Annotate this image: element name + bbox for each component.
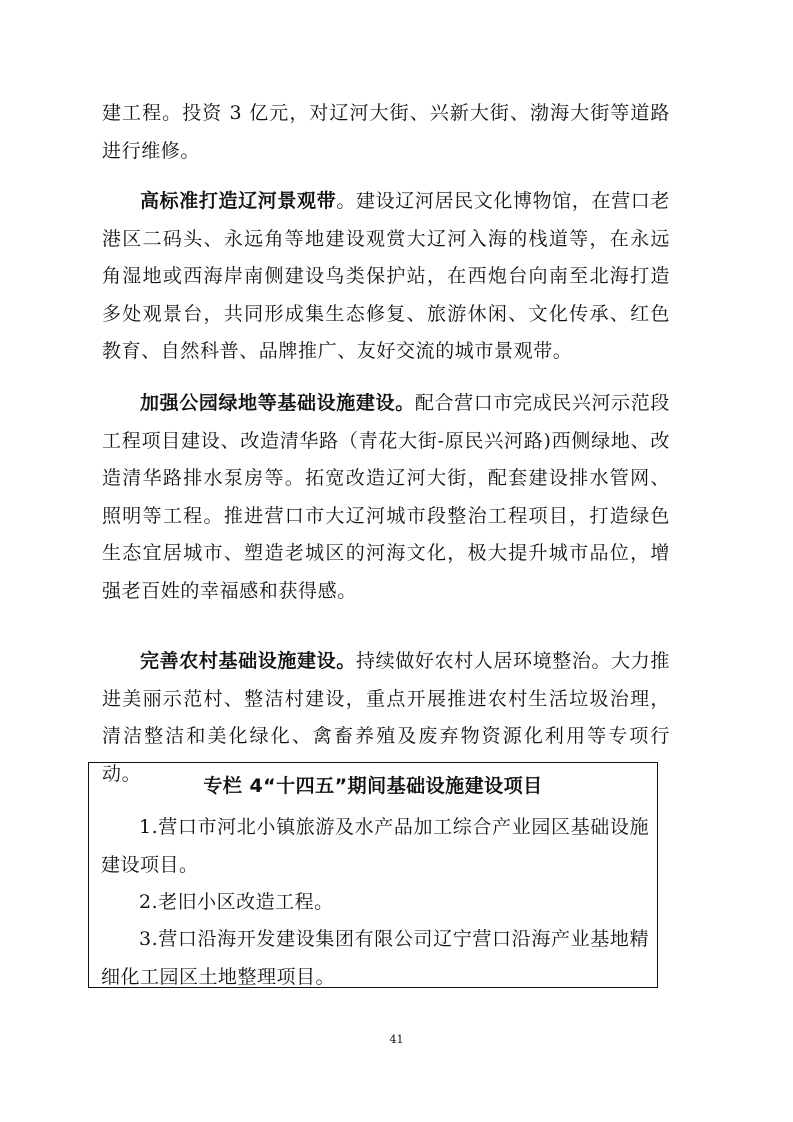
paragraph-text: 持续做好农村人居环境整治。大力推进美丽示范村、整洁村建设，重点开展推进农村生活垃圾治理，清洁整洁和美化绿化、禽畜养殖及废弃物资源化利用等专项行动。: [102, 650, 670, 785]
paragraph-park-greenland: [102, 385, 670, 610]
box-item: 1.营口市河北小镇旅游及水产品加工综合产业园区基础设施建设项目。: [101, 816, 649, 876]
paragraph-road-maintenance: [102, 95, 670, 170]
paragraph-lead: 完善农村基础设施建设。: [140, 650, 356, 672]
paragraph-text: 配合营口市完成民兴河示范段工程项目建设、改造清华路（青花大街-原民兴河路)西侧绿地、改造清华路排水泵房等。拓宽改造辽河大街，配套建设排水管网、照明等工程。推进营口市大辽河城市段整治工程项目，打造绿色生态宜居城市、塑造老城区的河海文化，极大提升城市品位，增强老百姓的幸福感和获得感。: [102, 392, 670, 602]
paragraph-text: 建工程。投资 3 亿元，对辽河大街、兴新大街、渤海大街等道路进行维修。: [102, 102, 670, 162]
paragraph-lead: 高标准打造辽河景观带: [140, 190, 337, 212]
box-item: 2.老旧小区改造工程。: [139, 891, 334, 913]
box-item: 3.营口沿海开发建设集团有限公司辽宁营口沿海产业基地精细化工园区土地整理项目。: [101, 928, 649, 988]
project-column-box: [88, 762, 658, 988]
paragraph-text: 。建设辽河居民文化博物馆，在营口老港区二码头、永远角等地建设观赏大辽河入海的栈道等，在永远角湿地或西海岸南侧建设鸟类保护站，在西炮台向南至北海打造多处观景台，共同形成集生态修复、旅游休闲、文化传承、红色教育、自然科普、品牌推广、友好交流的城市景观带。: [102, 190, 670, 362]
box-title: 专栏 4“十四五”期间基础设施建设项目: [203, 775, 543, 797]
paragraph-liaohe-landscape: [102, 183, 670, 371]
page-number: 41: [389, 1033, 404, 1046]
paragraph-lead: 加强公园绿地等基础设施建设。: [140, 392, 415, 414]
